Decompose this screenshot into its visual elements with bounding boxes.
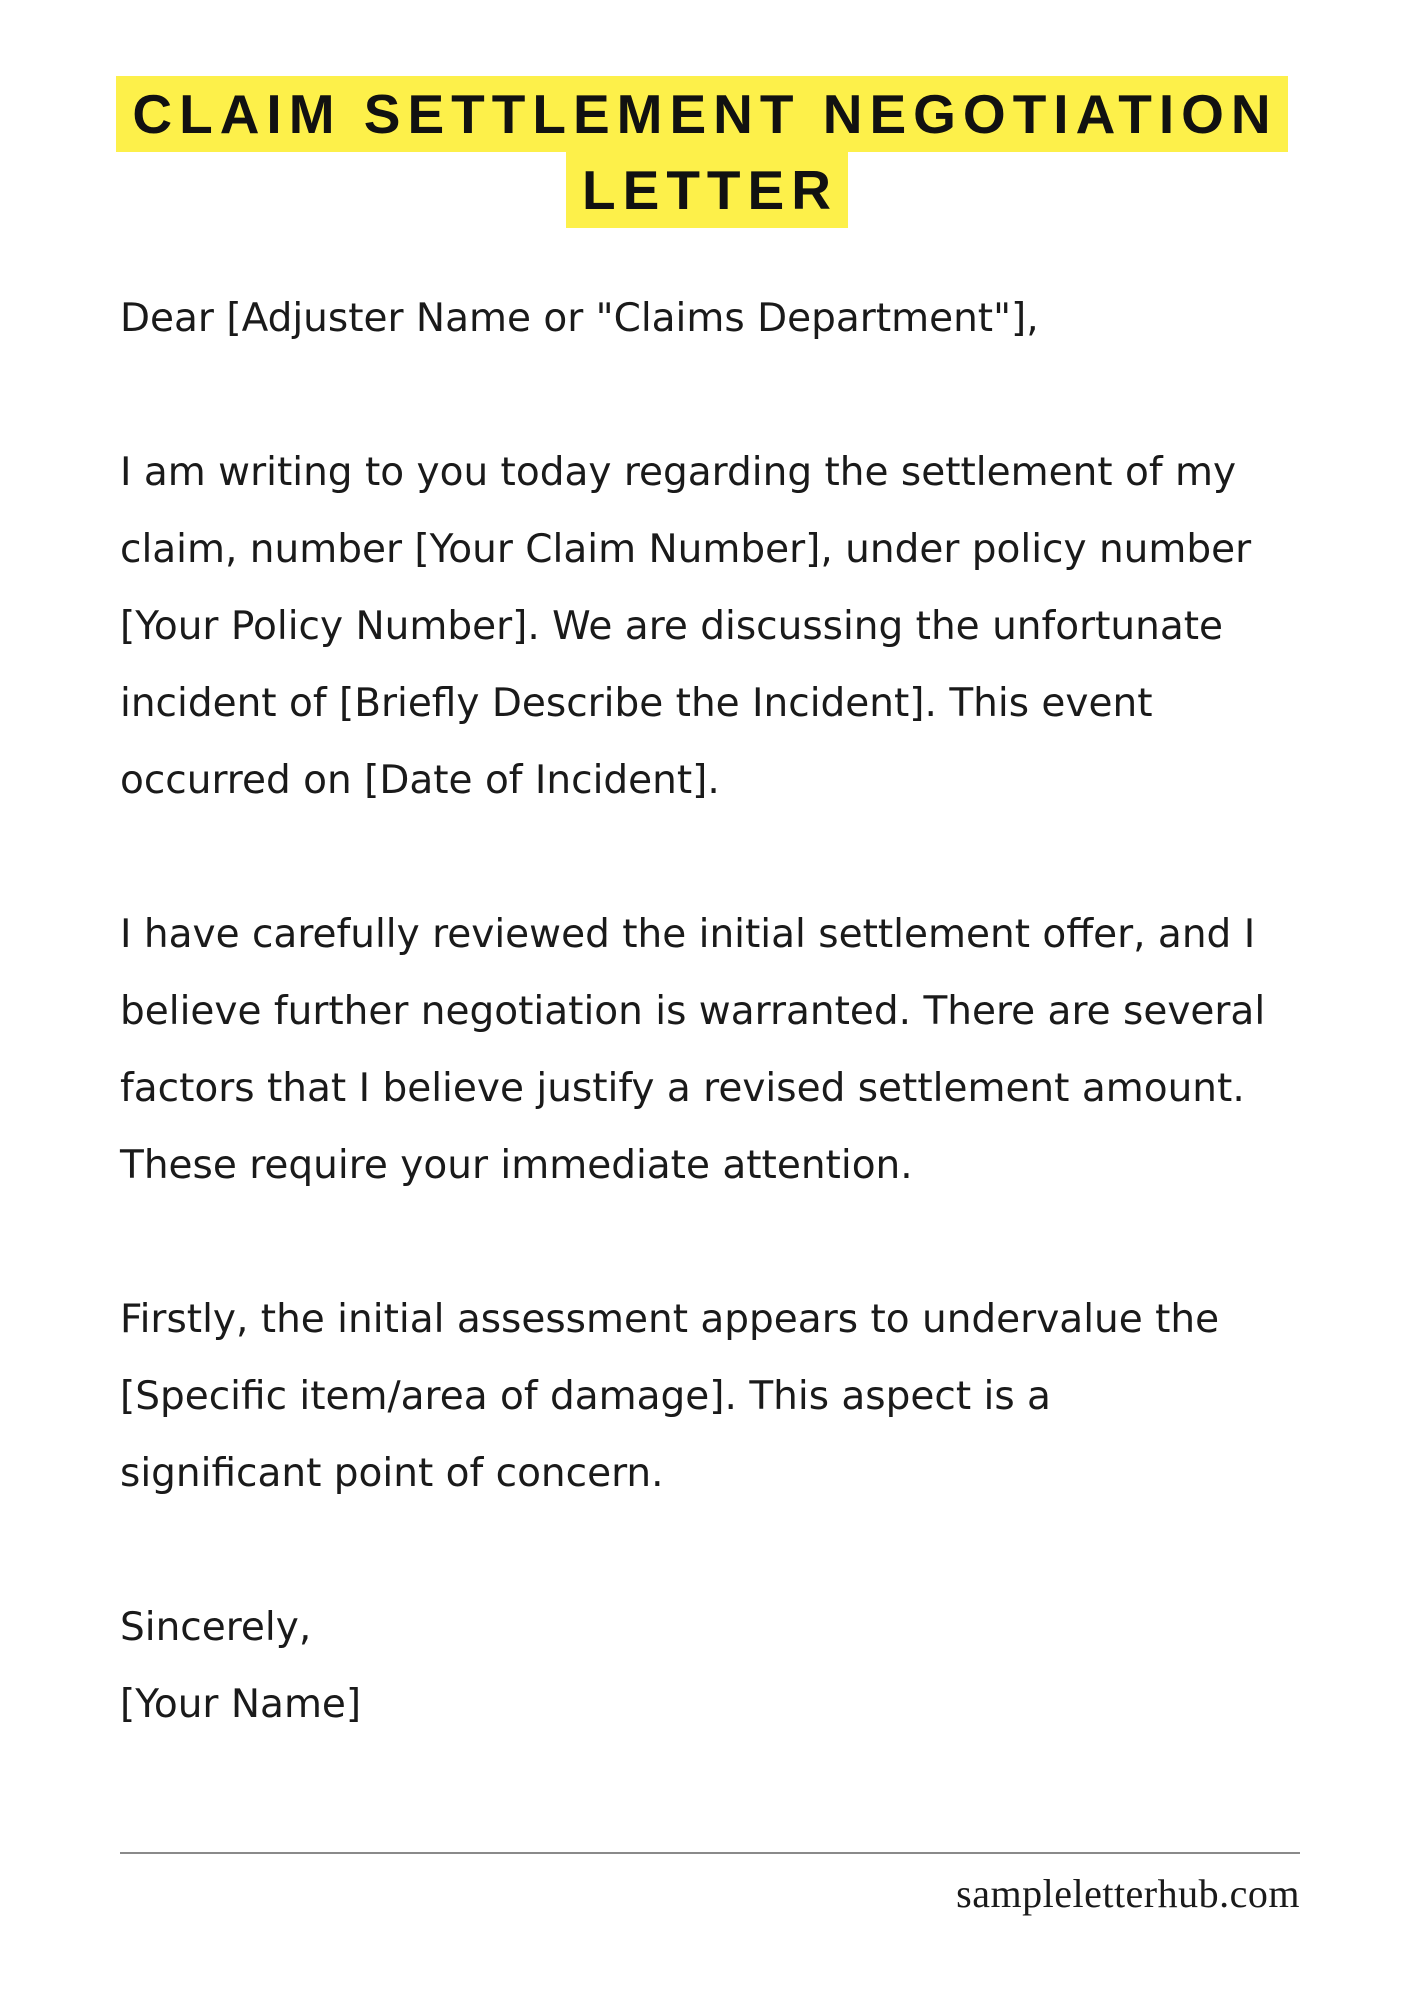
title-line-2: LETTER bbox=[566, 152, 848, 228]
paragraph-line: Firstly, the initial assessment appears to undervalue the bbox=[120, 1297, 1220, 1342]
title-line-1: CLAIM SETTLEMENT NEGOTIATION bbox=[116, 76, 1287, 152]
paragraph-line: These require your immediate attention. bbox=[120, 1143, 913, 1188]
paragraph-3 bbox=[120, 1281, 1380, 1512]
paragraph-line: I am writing to you today regarding the settlement of my bbox=[120, 450, 1237, 495]
footer-site: sampleletterhub.com bbox=[956, 1871, 1300, 1916]
paragraph-line: incident of [Briefly Describe the Incident]. This event bbox=[120, 681, 1153, 726]
paragraph-line: [Your Policy Number]. We are discussing the unfortunate bbox=[120, 604, 1224, 649]
paragraph-line: claim, number [Your Claim Number], under policy number bbox=[120, 527, 1252, 572]
closing: Sincerely, bbox=[120, 1605, 312, 1650]
footer-divider bbox=[120, 1852, 1300, 1854]
paragraph-1 bbox=[120, 434, 1380, 819]
document-title bbox=[0, 76, 1414, 228]
paragraph-line: [Specific item/area of damage]. This aspect is a bbox=[120, 1374, 1051, 1419]
paragraph-line: significant point of concern. bbox=[120, 1451, 664, 1496]
paragraph-line: occurred on [Date of Incident]. bbox=[120, 758, 720, 803]
letter-body bbox=[120, 280, 1380, 1743]
salutation: Dear [Adjuster Name or "Claims Department"], bbox=[120, 296, 1039, 341]
signature: [Your Name] bbox=[120, 1682, 362, 1727]
paragraph-line: believe further negotiation is warranted. There are several bbox=[120, 989, 1266, 1034]
paragraph-line: factors that I believe justify a revised settlement amount. bbox=[120, 1066, 1245, 1111]
paragraph-line: I have carefully reviewed the initial settlement offer, and I bbox=[120, 912, 1256, 957]
paragraph-2 bbox=[120, 896, 1380, 1204]
